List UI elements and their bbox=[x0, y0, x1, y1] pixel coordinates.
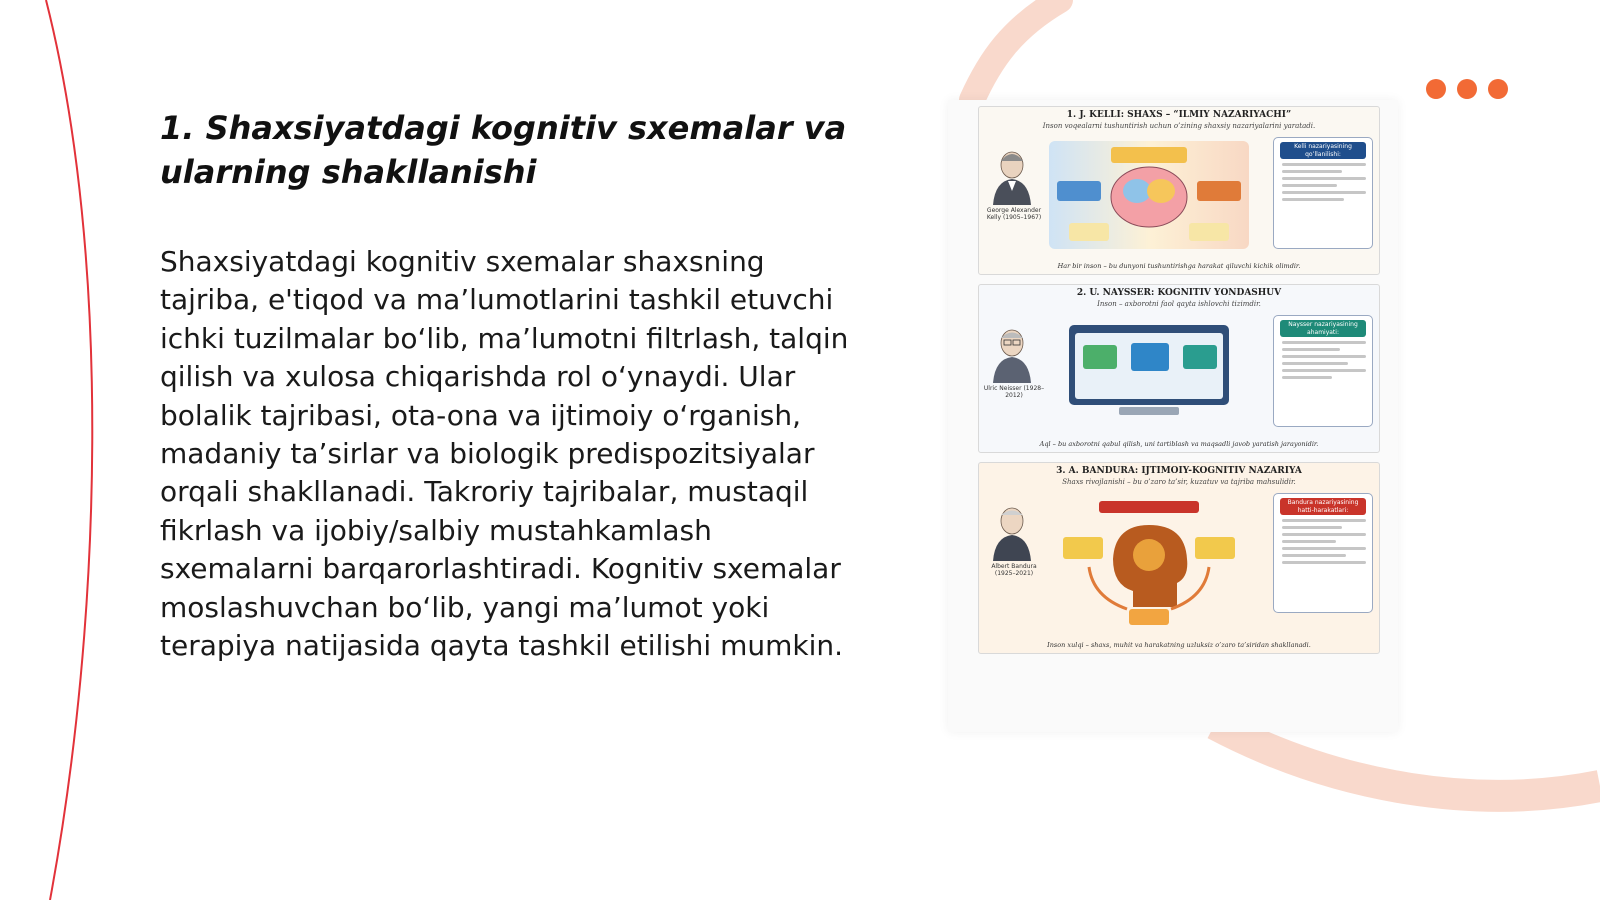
bandura-head-diagram bbox=[1049, 497, 1249, 627]
neisser-name: Ulric Neisser (1928–2012) bbox=[983, 385, 1045, 399]
bandura-behaviors-box bbox=[1273, 493, 1373, 613]
kelly-panel-title: 1. J. KELLI: SHAXS – “ILMIY NAZARIYACHI” bbox=[1066, 110, 1292, 120]
bandura-panel-subtitle: Shaxs rivojlanishi – bu o’zaro ta’sir, kuzatuv va tajriba mahsulidir. bbox=[1062, 478, 1296, 486]
neisser-computer-diagram bbox=[1049, 319, 1249, 427]
bandura-quote: Inson xulqi – shaxs, muhit va harakatning uzluksiz o’zaro ta’siridan shakllanadi. bbox=[1047, 641, 1311, 649]
bandura-panel-title: 3. A. BANDURA: IJTIMOIY-KOGNITIV NAZARIYA bbox=[1056, 466, 1302, 476]
kelly-portrait-icon bbox=[989, 145, 1035, 205]
neisser-importance-box bbox=[1273, 315, 1373, 427]
bandura-name: Albert Bandura (1925–2021) bbox=[991, 563, 1037, 577]
neisser-panel-subtitle: Inson – axborotni faol qayta ishlovchi tizimdir. bbox=[1097, 300, 1261, 308]
neisser-importance-header: Naysser nazariyasining ahamiyati: bbox=[1280, 320, 1366, 337]
brain-icon bbox=[1049, 141, 1249, 249]
slide-title: 1. Shaxsiyatdagi kognitiv sxemalar va ularning shakllanishi bbox=[160, 109, 847, 191]
neisser-panel-title: 2. U. NAYSSER: KOGNITIV YONDASHUV bbox=[1076, 288, 1282, 298]
kelly-quote: Har bir inson – bu dunyoni tushuntirishga harakat qiluvchi kichik olimdir. bbox=[1057, 262, 1301, 270]
bandura-panel bbox=[978, 462, 1380, 654]
decorative-dots bbox=[1426, 79, 1508, 99]
kelly-application-header: Kelli nazariyasining qo’llanilishi: bbox=[1280, 142, 1366, 159]
kelly-name: George Alexander Kelly (1905–1967) bbox=[986, 207, 1042, 221]
slide-body-text: Shaxsiyatdagi kognitiv sxemalar shaxsning tajriba, e'tiqod va ma’lumotlarini tashkil etuvchi ichki tuzilmalar bo‘lib, ma’lumotni filtrlash, talqin qilish va xulosa chiqarishda rol o‘ynaydi. Ular bolalik tajribasi, ota-ona va ijtimoiy o‘rganish, madaniy ta’sirlar va biologik predispozitsiyalar orqali shakllanadi. Takroriy tajribalar, mustaqil fikrlash va ijobiy/salbiy mustahkamlash sxemalarni barqarorlashtiradi. Kognitiv sxemalar moslashuvchan bo‘lib, yangi ma’lumot yoki terapiya natijasida qayta tashkil etilishi mumkin. bbox=[160, 245, 849, 663]
left-accent-line bbox=[46, 0, 92, 900]
bottom-right-swoosh bbox=[1215, 724, 1600, 796]
top-right-swoosh bbox=[972, 0, 1060, 100]
bandura-behaviors-header: Bandura nazariyasining hatti-harakatlari: bbox=[1280, 498, 1366, 515]
computer-monitor-icon bbox=[1049, 319, 1249, 427]
kelly-panel bbox=[978, 106, 1380, 275]
dot-1 bbox=[1426, 79, 1446, 99]
bandura-portrait-icon bbox=[989, 501, 1035, 561]
kelly-application-box bbox=[1273, 137, 1373, 249]
kelly-panel-subtitle: Inson voqealarni tushuntirish uchun o’zining shaxsiy nazariyalarini yaratadi. bbox=[1042, 122, 1316, 130]
dot-3 bbox=[1488, 79, 1508, 99]
infographic-image bbox=[948, 100, 1398, 732]
head-silhouette-icon bbox=[1049, 497, 1249, 627]
neisser-portrait-icon bbox=[989, 323, 1035, 383]
dot-2 bbox=[1457, 79, 1477, 99]
neisser-panel bbox=[978, 284, 1380, 453]
neisser-quote: Aql – bu axborotni qabul qilish, uni tartiblash va maqsadli javob yaratish jarayonidir. bbox=[1039, 440, 1319, 448]
kelly-brain-diagram bbox=[1049, 141, 1249, 249]
